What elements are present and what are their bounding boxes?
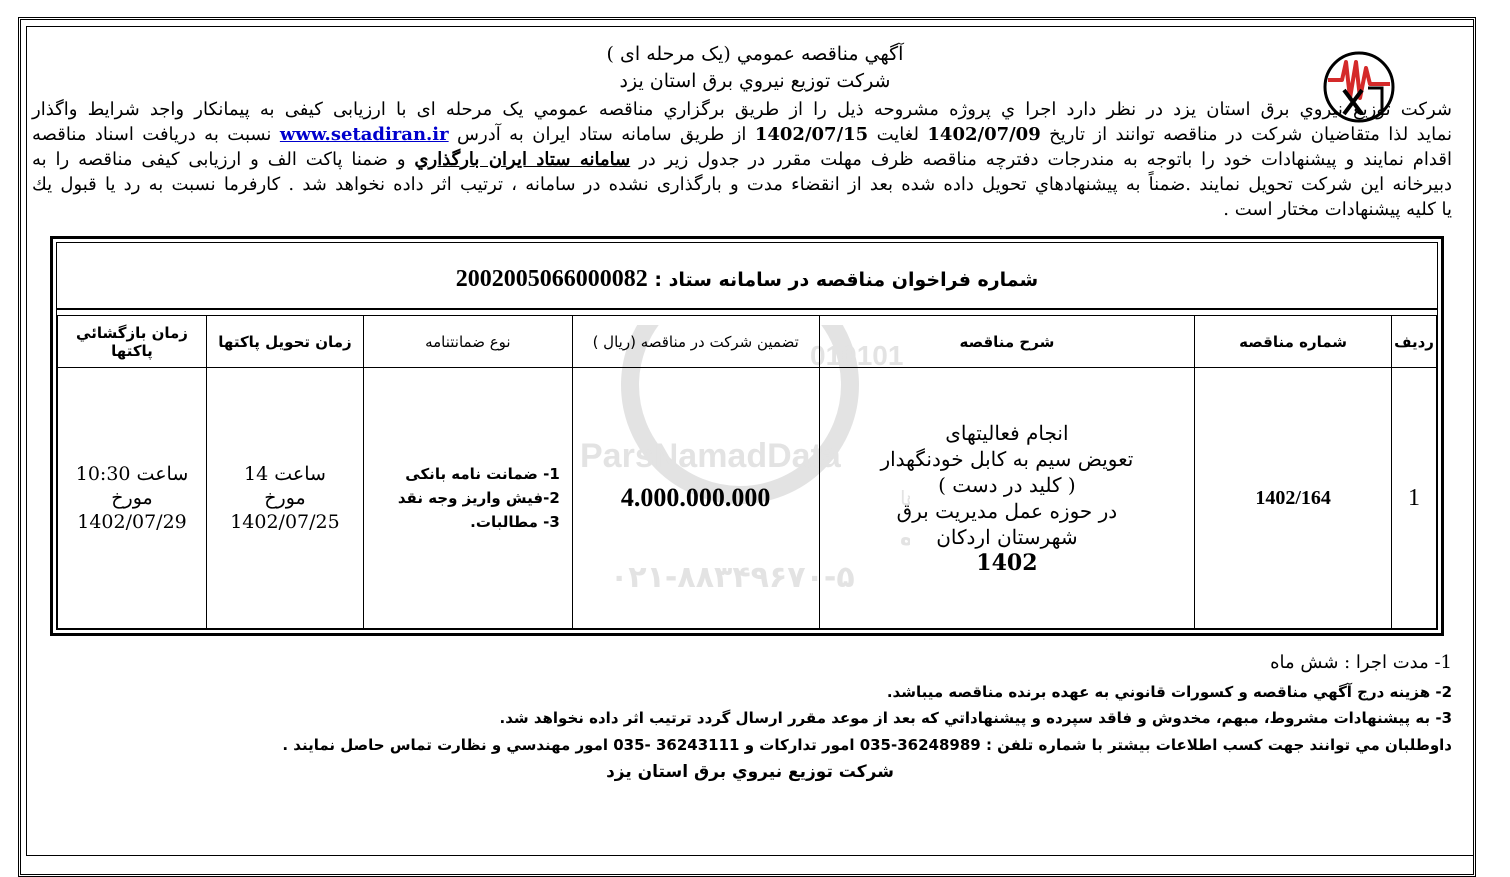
intro-line-2: نمايد لذا متقاضيان شرکت در مناقصه توانند از تاریخ 1402/07/09 لغايت 1402/07/15 از طریق سامانه ستاد ایران به آدرس www.setadiran.ir نسبت به دریافت اسناد مناقصه: [32, 124, 1453, 145]
col-header-desc: شرح مناقصه: [819, 316, 1195, 368]
desc-line: 1402: [976, 550, 1038, 576]
guarantee-item: 2-فیش واریز وجه نقد: [397, 489, 560, 507]
intro-line-4: دبيرخانه اين شرکت تحويل نمايند .ضمناً به پيشنهادهاي تحويل داده شده بعد از انقضاء مدت و بارگذاری نشده در سامانه ، ترتیب اثر داده نخواهد شد . كارفرما نسبت به رد يا قبول يك: [32, 174, 1452, 195]
intro-line-1: شرکت توزيع نيروي برق استان يزد در نظر دارد اجرا ي پروژه مشروحه ذيل را از طريق برگزاري مناقصه عمومي یک مرحله ای با ارزیابی کیفی به پيمانكار واجد شرايط واگذار: [32, 99, 1452, 120]
notice-title: آگهي مناقصه عمومي (یک مرحله ای ): [606, 43, 904, 65]
col-header-row: رديف: [1392, 316, 1437, 368]
watermark-digits: 010101: [810, 340, 904, 371]
opening-date: 1402/07/29: [77, 511, 187, 533]
desc-line: شهرستان اردکان: [936, 525, 1078, 549]
col-header-deposit: تضمین شرکت در مناقصه (ريال ): [572, 316, 819, 368]
tender-number-row: [56, 250, 1438, 310]
col-header-guarantee: نوع ضمانتنامه: [363, 316, 572, 368]
guarantee-item: 1- ضمانت نامه بانکی: [405, 465, 560, 483]
desc-line: ( کلید در دست ): [938, 473, 1076, 497]
cell-desc: [819, 368, 1195, 629]
cell-opening: [58, 368, 207, 629]
cell-deposit: 4.000.000.000: [572, 368, 819, 629]
desc-line: انجام فعالیتهای: [945, 421, 1069, 445]
desc-line: تعویض سیم به کابل خودنگهدار: [880, 447, 1134, 471]
cell-number: 1402/164: [1195, 368, 1392, 629]
note-1: 1- مدت اجرا : شش ماه: [1270, 652, 1452, 673]
delivery-date: 1402/07/25: [230, 511, 340, 533]
delivery-time: ساعت 14: [244, 463, 326, 485]
cell-row: 1: [1392, 368, 1437, 629]
note-3: 3- به پيشنهادات مشروط، مبهم، مخدوش و فاقد سپرده و پيشنهاداتي كه بعد از موعد مقرر ارسال گردد ترتيب اثر داده نخواهد شد.: [499, 709, 1452, 727]
table-row: [58, 368, 1437, 629]
note-4: داوطلبان مي توانند جهت كسب اطلاعات بيشتر با شماره تلفن : 36248989-035 امور تداركات و 36243111 -035 امور مهندسي و نظارت تماس حاصل نمايند .: [282, 736, 1452, 754]
desc-line: در حوزه عمل مدیریت برق: [896, 499, 1118, 523]
intro-line-5: يا كليه پيشنهادات مختار است .: [1223, 199, 1452, 220]
tender-table: [57, 315, 1437, 629]
delivery-word: مورخ: [264, 487, 306, 509]
company-name: شركت توزيع نيروي برق استان يزد: [619, 70, 891, 92]
setadiran-link[interactable]: www.setadiran.ir: [279, 124, 449, 145]
opening-word: مورخ: [111, 487, 153, 509]
col-header-opening: زمان بازگشائي پاكتها: [58, 316, 207, 368]
col-header-number: شماره مناقصه: [1195, 316, 1392, 368]
note-2: 2- هزينه درج آگهي مناقصه و كسورات قانوني به عهده برنده مناقصه ميباشد.: [886, 683, 1452, 701]
watermark-brand: ParsNamadData: [580, 437, 841, 475]
watermark-phone: ۰۲۱-۸۸۳۴۹۶۷۰-۵: [610, 560, 855, 595]
col-header-delivery: زمان تحويل پاكتها: [207, 316, 364, 368]
opening-time: ساعت 10:30: [75, 463, 189, 485]
cell-delivery: [207, 368, 364, 629]
tender-number: 2002005066000082: [455, 266, 648, 292]
intro-line-3: اقدام نمايند و پيشنهادات خود را باتوجه به مندرجات دفترچه مناقصه ظرف مهلت مقرر در جدول زير در سامانه ستاد ایران بارگذاري و ضمنا پاكت الف و ارزیابی کیفی مناقصه را به: [32, 149, 1452, 170]
signature: شركت توزيع نيروي برق استان يزد: [606, 762, 894, 782]
cell-guarantee: [363, 368, 572, 629]
watermark-line2: ه: [900, 526, 910, 551]
watermark-line1: ا: [900, 486, 907, 510]
tender-number-label: شماره فراخوان مناقصه در سامانه ستاد :: [647, 269, 1039, 291]
table-header-row: [58, 316, 1437, 368]
guarantee-item: 3- مطالبات.: [470, 513, 560, 531]
